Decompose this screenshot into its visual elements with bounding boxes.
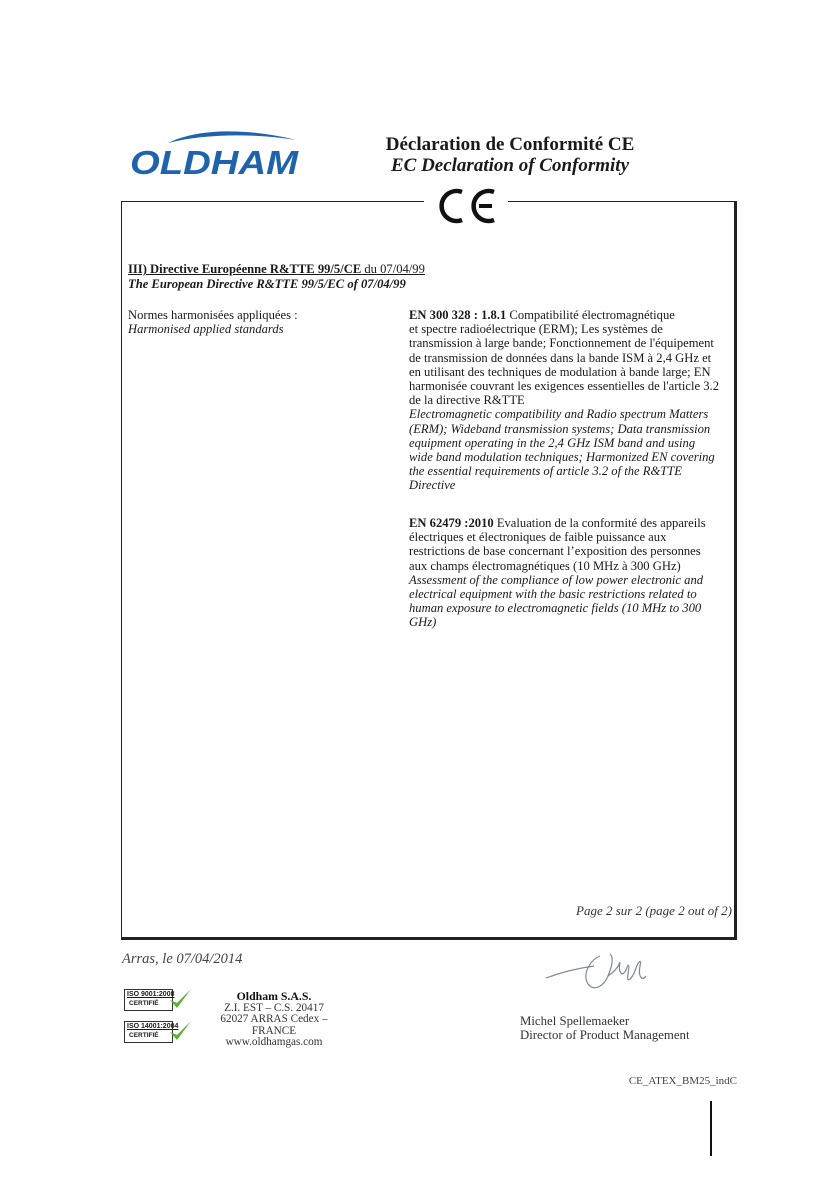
standard-text-en: wide band modulation techniques; Harmonized EN covering — [409, 450, 715, 465]
standard-code: EN 300 328 : 1.8.1 — [409, 308, 507, 322]
standard-text-fr: de la directive R&TTE — [409, 393, 525, 408]
checkmark-icon — [167, 1018, 193, 1044]
standard-text-fr: en utilisant des techniques de modulation à bande large; EN — [409, 364, 711, 379]
title-french: Déclaration de Conformité CE — [385, 134, 635, 155]
directive-heading-bold: III) Directive Européenne R&TTE 99/5/CE — [128, 262, 362, 276]
standard-first-line — [409, 308, 739, 322]
standard-title-start: Evaluation de la conformité des appareils — [493, 516, 706, 530]
standard-text-en: human exposure to electromagnetic fields (10 MHz to 300 — [409, 601, 702, 616]
standard-text-fr: aux champs électromagnétiques (10 MHz à 300 GHz) — [409, 558, 681, 573]
oldham-logo — [128, 130, 300, 178]
ce-mark-icon — [432, 186, 502, 226]
directive-heading-date: du 07/04/99 — [361, 262, 425, 276]
directive-subheading-english: The European Directive R&TTE 99/5/EC of 07/04/99 — [128, 277, 406, 291]
page-counter: Page 2 sur 2 (page 2 out of 2) — [576, 903, 732, 918]
standard-text-en: the essential requirements of article 3.2 of the R&TTE — [409, 464, 682, 479]
standard-first-line — [409, 516, 739, 530]
standard-text-en: Assessment of the compliance of low power electronic and — [409, 572, 704, 587]
title-english: EC Declaration of Conformity — [390, 155, 630, 176]
iso-9001-badge — [124, 986, 196, 1014]
signer-name: Michel Spellemaeker — [520, 1014, 630, 1028]
standard-text-en: (ERM); Wideband transmission systems; Data transmission — [409, 421, 711, 436]
standard-text-fr: et spectre radioélectrique (ERM); Les systèmes de — [409, 322, 663, 337]
ce-mark — [432, 186, 502, 226]
document-reference: CE_ATEX_BM25_indC — [628, 1075, 737, 1087]
iso-status: CERTIFIÉ — [129, 1032, 159, 1039]
standard-text-fr: restrictions de base concernant l’exposition des personnes — [409, 544, 701, 559]
logo-swoosh — [168, 131, 296, 143]
company-address-line1: Z.I. EST – C.S. 20417 — [224, 1001, 324, 1014]
standard-text-en: equipment operating in the 2,4 GHz ISM band and using — [409, 435, 696, 450]
logo-wordmark: OLDHAM — [130, 144, 300, 178]
iso-standard: ISO 14001:2004 — [127, 1023, 179, 1030]
standard-text-en: Directive — [409, 478, 456, 493]
iso-standard: ISO 9001:2008 — [127, 991, 175, 998]
iso-status: CERTIFIÉ — [129, 1000, 159, 1007]
signer-title: Director of Product Management — [520, 1028, 690, 1042]
standard-text-fr: de transmission de données dans la bande ISM à 2,4 GHz et — [409, 350, 712, 365]
standard-text-en: Electromagnetic compatibility and Radio spectrum Matters — [409, 407, 709, 422]
margin-rule — [710, 1101, 712, 1156]
signature — [542, 948, 652, 998]
directive-heading — [128, 262, 425, 276]
handwritten-signature — [542, 948, 652, 998]
standard-code: EN 62479 :2010 — [409, 516, 494, 530]
standard-title-start: Compatibilité électromagnétique — [506, 308, 675, 322]
company-address-line2: 62027 ARRAS Cedex – FRANCE — [220, 1013, 328, 1037]
place-and-date: Arras, le 07/04/2014 — [122, 951, 243, 967]
company-website[interactable]: www.oldhamgas.com — [225, 1036, 323, 1048]
iso-badge-box — [124, 989, 173, 1011]
iso-14001-badge — [124, 1018, 196, 1046]
standard-block-en300328 — [409, 308, 739, 493]
iso-badge-box — [124, 1021, 179, 1043]
company-name: Oldham S.A.S. — [236, 989, 312, 1003]
oldham-logo-graphic — [128, 130, 300, 178]
standards-label-french: Normes harmonisées appliquées : — [128, 308, 298, 322]
standard-text-fr: électriques et électroniques de faible puissance aux — [409, 530, 667, 545]
standard-text-en: electrical equipment with the basic restrictions related to — [409, 587, 697, 602]
standard-text-fr: harmonisée couvrant les exigences essentielles de l'article 3.2 — [409, 379, 719, 394]
standard-text-en: GHz) — [409, 615, 437, 630]
company-address — [210, 991, 338, 1049]
standards-label-english: Harmonised applied standards — [128, 322, 284, 336]
standard-text-fr: transmission à large bande; Fonctionnement de l'équipement — [409, 336, 714, 351]
standard-block-en62479 — [409, 516, 739, 630]
checkmark-icon — [167, 986, 193, 1012]
